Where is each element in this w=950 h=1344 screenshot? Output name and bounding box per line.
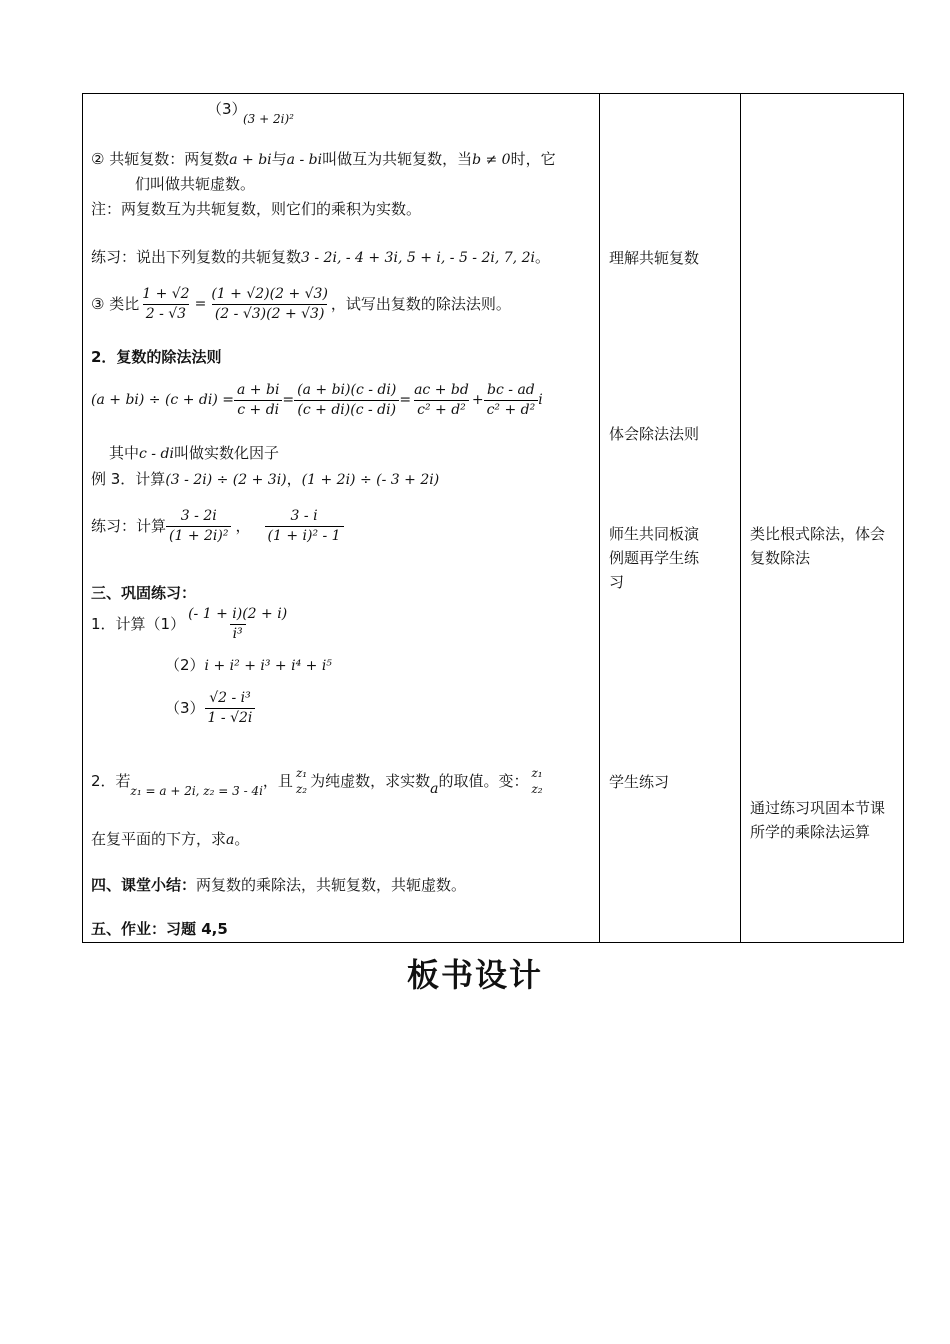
fraction-denominator: (1 + 2i)²: [166, 526, 231, 546]
div-fraction-3: [411, 382, 472, 419]
q2-label: 2．若: [91, 772, 131, 791]
conj-a: a + bi: [229, 152, 272, 168]
conj-cond: b ≠ 0: [472, 152, 511, 168]
div-fraction-1: [234, 382, 282, 419]
analogy-line: [91, 286, 511, 323]
q2-fraction: [293, 766, 310, 797]
q2-line2-pre: 在复平面的下方，求: [91, 830, 227, 848]
analogy-tail: ，试写出复数的除法法则。: [330, 295, 511, 314]
fraction-denominator: c² + d²: [484, 400, 539, 420]
conj-b: a - bi: [286, 152, 323, 168]
fraction-denominator: (2 - √3)(2 + √3): [212, 304, 328, 324]
question1-part1: [91, 606, 290, 643]
conj-and: 与: [271, 150, 287, 168]
practice2-text: 练习：计算: [91, 517, 167, 536]
question1-part2: [165, 656, 332, 676]
q2-mid: ，且: [262, 772, 293, 791]
fraction-denominator: 2 - √3: [143, 304, 189, 324]
fraction-numerator: 3 - i: [290, 508, 318, 524]
practice2-fraction-1: [166, 508, 231, 545]
fraction-numerator: (a + bi)(c - di): [297, 382, 397, 398]
conjugate-definition: [91, 150, 556, 170]
div-i: i: [538, 391, 543, 408]
fraction-denominator: c + di: [234, 400, 282, 420]
practice2-sep: ，: [235, 517, 251, 536]
practice1-text: 练习：说出下列复数的共轭复数: [91, 248, 302, 266]
div-fraction-4: [484, 382, 539, 419]
conj-head: ② 共轭复数：两复数: [91, 150, 230, 168]
lesson-table: [82, 93, 904, 943]
q1-2-label: （2）: [165, 656, 205, 674]
q2-tail: 为纯虚数，求实数: [310, 772, 431, 791]
q2-line2-end: 。: [234, 830, 250, 848]
example3-text: 例 3．计算: [91, 470, 166, 488]
intent-consolidate: 通过练习巩固本节课所学的乘除法运算: [750, 799, 886, 841]
example3-expr2: (1 + 2i) ÷ (- 3 + 2i): [301, 472, 440, 488]
example3-sep: ，: [286, 470, 302, 488]
analogy-head: ③ 类比: [91, 295, 140, 314]
section4-heading: 四、课堂小结：: [91, 876, 197, 894]
plus-sign: +: [471, 391, 484, 408]
fraction-numerator: 1 + √2: [142, 286, 190, 302]
column-divider: [599, 94, 600, 942]
question2-line2: [91, 830, 249, 850]
activity-understand-conjugate: 理解共轭复数: [609, 249, 700, 267]
activity-board-examples: 师生共同板演例题再学生练习: [609, 525, 700, 591]
practice2: [91, 508, 344, 545]
div-lhs: (a + bi) ÷ (c + di) =: [91, 391, 234, 408]
section3-heading: 三、巩固练习：: [91, 584, 197, 602]
column-divider: [740, 94, 741, 942]
fraction-numerator: ac + bd: [414, 382, 469, 398]
blackboard-design-title: 板书设计: [406, 956, 543, 994]
conjugate-definition-line2: 们叫做共轭虚数。: [135, 175, 256, 193]
fraction-numerator: z₁: [531, 766, 543, 780]
activity-division-rule: 体会除法法则: [609, 425, 700, 443]
factor-line: [109, 444, 279, 464]
equals-sign: =: [282, 391, 295, 408]
div-fraction-2: [294, 382, 399, 419]
q1-label: 1．计算（1）: [91, 615, 186, 634]
factor-expr: c - di: [139, 446, 174, 462]
section5-homework: 五、作业：习题 4,5: [91, 920, 228, 938]
division-title: 2．复数的除法法则: [91, 348, 222, 366]
practice1: [91, 248, 550, 268]
division-formula: [91, 382, 543, 419]
q2-expr: z₁ = a + 2i, z₂ = 3 - 4i: [130, 784, 263, 798]
question1-part3: [165, 690, 255, 727]
q2-fraction-variant: [528, 766, 545, 797]
practice1-expr: 3 - 2i, - 4 + 3i, 5 + i, - 5 - 2i, 7, 2i: [301, 250, 535, 266]
activity-student-practice: 学生练习: [609, 773, 670, 791]
practice2-fraction-2: [265, 508, 344, 545]
conj-tail2: 时，它: [510, 150, 556, 168]
fraction-numerator: 3 - 2i: [180, 508, 217, 524]
item3-label: （3）: [207, 100, 247, 118]
fraction-numerator: z₁: [295, 766, 308, 780]
analogy-fraction-2: [208, 286, 331, 323]
analogy-fraction-1: [139, 286, 192, 323]
example3-expr1: (3 - 2i) ÷ (2 + 3i): [165, 472, 287, 488]
item3-expression: (3 + 2i)²: [243, 112, 294, 126]
conj-tail: 叫做互为共轭复数，当: [322, 150, 473, 168]
equals-sign: =: [194, 295, 207, 312]
q1-2-expr: i + i² + i³ + i⁴ + i⁵: [204, 658, 332, 674]
q1-fraction: [185, 606, 290, 643]
fraction-denominator: (c + di)(c - di): [294, 400, 399, 420]
fraction-denominator: 1 - √2i: [205, 708, 256, 728]
fraction-denominator: (1 + i)² - 1: [265, 526, 344, 546]
fraction-denominator: c² + d²: [414, 400, 469, 420]
fraction-numerator: bc - ad: [487, 382, 535, 398]
note-text: 注：两复数互为共轭复数，则它们的乘积为实数。: [91, 200, 422, 218]
equals-sign: =: [399, 391, 412, 408]
fraction-denominator: z₂: [295, 782, 308, 796]
example3: [91, 470, 439, 490]
practice1-end: 。: [534, 248, 550, 266]
q1-3-label: （3）: [165, 699, 205, 718]
fraction-numerator: √2 - i³: [209, 690, 251, 706]
factor-pre: 其中: [109, 444, 140, 462]
fraction-numerator: a + bi: [237, 382, 280, 398]
fraction-numerator: (- 1 + i)(2 + i): [188, 606, 288, 622]
intent-analogy: 类比根式除法，体会复数除法: [750, 525, 886, 567]
section4: [91, 876, 466, 895]
fraction-denominator: i³: [230, 624, 246, 644]
fraction-denominator: z₂: [531, 782, 543, 796]
q2-var: a: [430, 780, 439, 797]
q2-tail2: 的取值。变：: [438, 772, 529, 791]
fraction-numerator: (1 + √2)(2 + √3): [211, 286, 328, 302]
q2-line2-var: a: [226, 832, 235, 848]
section4-text: 两复数的乘除法，共轭复数，共轭虚数。: [196, 876, 467, 894]
question2: [91, 766, 546, 797]
factor-post: 叫做实数化因子: [173, 444, 279, 462]
q1-3-fraction: [205, 690, 256, 727]
